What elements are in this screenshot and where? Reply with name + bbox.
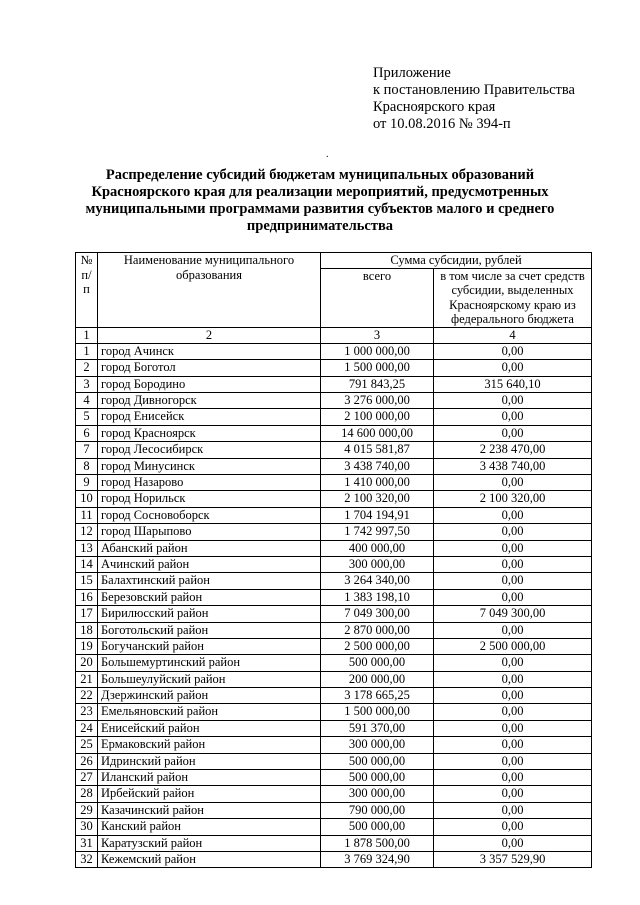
table-row <box>76 573 592 589</box>
column-number: 1 <box>76 327 98 343</box>
subsidy-total: 500 000,00 <box>321 753 434 769</box>
subsidy-total: 3 769 324,90 <box>321 852 434 868</box>
subsidy-total: 791 843,25 <box>321 376 434 392</box>
municipality-name: город Лесосибирск <box>98 442 321 458</box>
subsidy-federal: 0,00 <box>434 819 592 835</box>
subsidy-total: 2 100 320,00 <box>321 491 434 507</box>
subsidy-total: 300 000,00 <box>321 737 434 753</box>
appendix-line: к постановлению Правительства <box>373 82 575 98</box>
subsidy-federal: 0,00 <box>434 524 592 540</box>
subsidy-total: 1 704 194,91 <box>321 507 434 523</box>
table-row <box>76 458 592 474</box>
row-number: 12 <box>76 524 98 540</box>
table-row <box>76 425 592 441</box>
municipality-name: Кежемский район <box>98 852 321 868</box>
subsidy-total: 790 000,00 <box>321 802 434 818</box>
row-number: 17 <box>76 606 98 622</box>
municipality-name: Большеулуйский район <box>98 671 321 687</box>
table-row <box>76 819 592 835</box>
table-body <box>76 327 592 868</box>
subsidy-total: 14 600 000,00 <box>321 425 434 441</box>
subsidy-federal: 3 438 740,00 <box>434 458 592 474</box>
municipality-name: город Красноярск <box>98 425 321 441</box>
header-name: Наименование муниципального образования <box>98 253 321 328</box>
table-row <box>76 606 592 622</box>
municipality-name: Бирилюсский район <box>98 606 321 622</box>
municipality-name: город Минусинск <box>98 458 321 474</box>
row-number: 22 <box>76 688 98 704</box>
subsidy-federal: 0,00 <box>434 622 592 638</box>
table-row <box>76 475 592 491</box>
row-number: 9 <box>76 475 98 491</box>
table-row <box>76 376 592 392</box>
municipality-name: Казачинский район <box>98 802 321 818</box>
subsidy-federal: 0,00 <box>434 360 592 376</box>
subsidy-total: 3 178 665,25 <box>321 688 434 704</box>
municipality-name: Ирбейский район <box>98 786 321 802</box>
subsidy-federal: 0,00 <box>434 393 592 409</box>
table-row <box>76 524 592 540</box>
appendix-line: Приложение <box>373 65 451 81</box>
subsidy-total: 2 870 000,00 <box>321 622 434 638</box>
municipality-name: Ермаковский район <box>98 737 321 753</box>
subsidy-total: 1 383 198,10 <box>321 589 434 605</box>
municipality-name: Боготольский район <box>98 622 321 638</box>
table-row <box>76 688 592 704</box>
row-number: 29 <box>76 802 98 818</box>
subsidy-federal: 0,00 <box>434 786 592 802</box>
row-number: 24 <box>76 720 98 736</box>
table-row <box>76 442 592 458</box>
subsidy-federal: 0,00 <box>434 573 592 589</box>
subsidy-federal: 7 049 300,00 <box>434 606 592 622</box>
subsidy-federal: 0,00 <box>434 704 592 720</box>
table-row <box>76 802 592 818</box>
subsidy-total: 3 276 000,00 <box>321 393 434 409</box>
subsidy-total: 500 000,00 <box>321 770 434 786</box>
title-line: муниципальными программами развития субъектов малого и среднего <box>85 201 555 217</box>
municipality-name: Абанский район <box>98 540 321 556</box>
subsidy-federal: 0,00 <box>434 409 592 425</box>
row-number: 18 <box>76 622 98 638</box>
subsidy-total: 500 000,00 <box>321 819 434 835</box>
column-number-row <box>76 327 592 343</box>
municipality-name: город Шарыпово <box>98 524 321 540</box>
appendix-header <box>373 65 633 133</box>
subsidy-total: 200 000,00 <box>321 671 434 687</box>
subsidy-federal: 0,00 <box>434 556 592 572</box>
subsidy-total: 1 000 000,00 <box>321 343 434 359</box>
municipality-name: город Сосновоборск <box>98 507 321 523</box>
subsidy-federal: 0,00 <box>434 688 592 704</box>
header-total: всего <box>321 268 434 327</box>
document-title <box>60 167 580 235</box>
subsidy-total: 2 500 000,00 <box>321 638 434 654</box>
row-number: 20 <box>76 655 98 671</box>
subsidy-total: 2 100 000,00 <box>321 409 434 425</box>
table-row <box>76 835 592 851</box>
row-number: 19 <box>76 638 98 654</box>
subsidy-federal: 0,00 <box>434 343 592 359</box>
subsidy-total: 3 264 340,00 <box>321 573 434 589</box>
row-number: 11 <box>76 507 98 523</box>
subsidy-federal: 0,00 <box>434 425 592 441</box>
title-line: предпринимательства <box>246 218 394 234</box>
row-number: 25 <box>76 737 98 753</box>
row-number: 14 <box>76 556 98 572</box>
row-number: 5 <box>76 409 98 425</box>
table-row <box>76 556 592 572</box>
subsidy-federal: 0,00 <box>434 753 592 769</box>
subsidy-total: 300 000,00 <box>321 556 434 572</box>
table-row <box>76 589 592 605</box>
subsidy-federal: 0,00 <box>434 671 592 687</box>
subsidy-federal: 2 500 000,00 <box>434 638 592 654</box>
subsidy-total: 500 000,00 <box>321 655 434 671</box>
subsidy-federal: 0,00 <box>434 655 592 671</box>
table-row <box>76 720 592 736</box>
table-row <box>76 704 592 720</box>
column-number: 3 <box>321 327 434 343</box>
table-row <box>76 491 592 507</box>
stray-dot: . <box>326 149 329 160</box>
table-row <box>76 786 592 802</box>
row-number: 31 <box>76 835 98 851</box>
subsidy-federal: 2 100 320,00 <box>434 491 592 507</box>
row-number: 15 <box>76 573 98 589</box>
table-row <box>76 409 592 425</box>
subsidy-federal: 0,00 <box>434 540 592 556</box>
table-row <box>76 655 592 671</box>
table-row <box>76 343 592 359</box>
municipality-name: Дзержинский район <box>98 688 321 704</box>
table-row <box>76 360 592 376</box>
subsidy-total: 3 438 740,00 <box>321 458 434 474</box>
title-line: Распределение субсидий бюджетам муниципальных образований <box>105 167 535 183</box>
table-row <box>76 753 592 769</box>
row-number: 21 <box>76 671 98 687</box>
subsidy-federal: 315 640,10 <box>434 376 592 392</box>
table-row <box>76 540 592 556</box>
table-row <box>76 737 592 753</box>
subsidy-total: 1 742 997,50 <box>321 524 434 540</box>
subsidy-federal: 0,00 <box>434 475 592 491</box>
table-row <box>76 507 592 523</box>
row-number: 6 <box>76 425 98 441</box>
municipality-name: Каратузский район <box>98 835 321 851</box>
subsidy-federal: 0,00 <box>434 770 592 786</box>
municipality-name: Идринский район <box>98 753 321 769</box>
row-number: 4 <box>76 393 98 409</box>
subsidy-federal: 0,00 <box>434 835 592 851</box>
column-number: 2 <box>98 327 321 343</box>
subsidy-federal: 2 238 470,00 <box>434 442 592 458</box>
subsidy-total: 1 500 000,00 <box>321 360 434 376</box>
row-number: 13 <box>76 540 98 556</box>
row-number: 10 <box>76 491 98 507</box>
municipality-name: Ачинский район <box>98 556 321 572</box>
column-number: 4 <box>434 327 592 343</box>
subsidy-federal: 0,00 <box>434 737 592 753</box>
municipality-name: город Боготол <box>98 360 321 376</box>
appendix-line: от 10.08.2016 № 394-п <box>373 116 511 132</box>
municipality-name: город Енисейск <box>98 409 321 425</box>
row-number: 32 <box>76 852 98 868</box>
table-row <box>76 393 592 409</box>
header-sum: Сумма субсидии, рублей <box>321 253 592 269</box>
municipality-name: Березовский район <box>98 589 321 605</box>
municipality-name: Енисейский район <box>98 720 321 736</box>
appendix-line: Красноярского края <box>373 99 496 115</box>
row-number: 27 <box>76 770 98 786</box>
municipality-name: город Дивногорск <box>98 393 321 409</box>
row-number: 26 <box>76 753 98 769</box>
subsidy-federal: 3 357 529,90 <box>434 852 592 868</box>
row-number: 3 <box>76 376 98 392</box>
header-num: № п/п <box>76 253 98 328</box>
subsidy-total: 1 878 500,00 <box>321 835 434 851</box>
table-row <box>76 671 592 687</box>
subsidy-total: 1 410 000,00 <box>321 475 434 491</box>
subsidy-total: 7 049 300,00 <box>321 606 434 622</box>
table-row <box>76 638 592 654</box>
row-number: 7 <box>76 442 98 458</box>
subsidy-total: 591 370,00 <box>321 720 434 736</box>
subsidy-total: 1 500 000,00 <box>321 704 434 720</box>
municipality-name: Канский район <box>98 819 321 835</box>
municipality-name: город Назарово <box>98 475 321 491</box>
table-row <box>76 770 592 786</box>
subsidy-total: 300 000,00 <box>321 786 434 802</box>
row-number: 28 <box>76 786 98 802</box>
subsidy-federal: 0,00 <box>434 720 592 736</box>
subsidy-total: 400 000,00 <box>321 540 434 556</box>
municipality-name: Балахтинский район <box>98 573 321 589</box>
subsidy-federal: 0,00 <box>434 589 592 605</box>
table-row <box>76 852 592 868</box>
subsidy-table <box>75 252 592 868</box>
title-line: Красноярского края для реализации мероприятий, предусмотренных <box>91 184 549 200</box>
row-number: 16 <box>76 589 98 605</box>
municipality-name: город Норильск <box>98 491 321 507</box>
row-number: 30 <box>76 819 98 835</box>
header-federal: в том числе за счет средств субсидии, выделенных Красноярскому краю из федерального бюджета <box>434 268 592 327</box>
municipality-name: Большемуртинский район <box>98 655 321 671</box>
municipality-name: Иланский район <box>98 770 321 786</box>
municipality-name: Емельяновский район <box>98 704 321 720</box>
row-number: 1 <box>76 343 98 359</box>
row-number: 23 <box>76 704 98 720</box>
row-number: 8 <box>76 458 98 474</box>
municipality-name: город Бородино <box>98 376 321 392</box>
subsidy-federal: 0,00 <box>434 802 592 818</box>
subsidy-total: 4 015 581,87 <box>321 442 434 458</box>
row-number: 2 <box>76 360 98 376</box>
subsidy-federal: 0,00 <box>434 507 592 523</box>
table-row <box>76 622 592 638</box>
municipality-name: город Ачинск <box>98 343 321 359</box>
municipality-name: Богучанский район <box>98 638 321 654</box>
